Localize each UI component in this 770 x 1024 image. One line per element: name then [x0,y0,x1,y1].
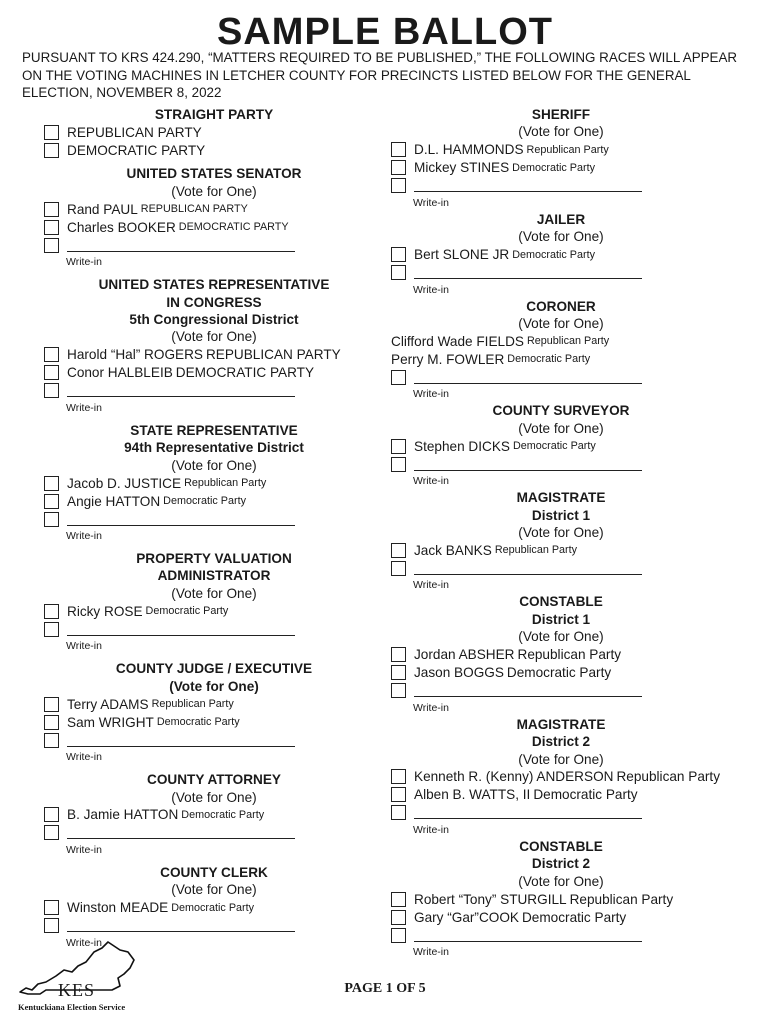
vote-instruction: (Vote for One) [171,585,257,601]
writein-line[interactable] [414,266,642,279]
candidate-party: Republican Party [526,143,609,156]
race-header: COUNTY SURVEYOR [492,403,630,419]
candidate-name: Gary “Gar”COOK [414,909,519,925]
candidate-party: Republican Party [494,544,578,557]
checkbox[interactable] [44,476,59,491]
race-county-judge [44,660,384,765]
writein-line[interactable] [414,371,642,384]
race-header: IN CONGRESS [166,294,262,310]
candidate-row[interactable] [391,159,731,177]
writein-label: Write-in [66,751,102,764]
candidate-name: Jason BOGGS [414,665,504,681]
candidate-party: Democratic Party [512,440,596,453]
checkbox[interactable] [44,697,59,712]
race-us-senator [44,165,384,270]
writein-row[interactable] [44,620,384,638]
writein-line[interactable] [67,734,295,747]
race-state-representative [44,422,384,544]
candidate-name: Harold “Hal” ROGERS [67,347,203,363]
writein-row[interactable] [391,177,731,195]
writein-label: Write-in [413,196,449,209]
candidate-name: Robert “Tony” STURGILL [414,891,567,907]
race-header: ADMINISTRATOR [157,568,271,584]
candidate-party: Republican Party [151,698,234,711]
writein-label: Write-in [413,946,449,959]
race-county-attorney [44,771,384,858]
candidate-row[interactable] [44,899,384,917]
checkbox[interactable] [44,365,59,380]
candidate-row[interactable] [391,768,731,786]
candidate-row[interactable] [391,786,731,804]
writein-label: Write-in [413,823,449,836]
writein-row[interactable] [44,236,384,254]
writein-label: Write-in [413,388,449,401]
candidate-name: Rand PAUL [67,201,138,217]
candidate-row[interactable] [44,218,384,236]
checkbox[interactable] [391,370,406,385]
candidate-name: Sam WRIGHT [67,714,154,730]
writein-row[interactable] [391,682,731,700]
race-header: SHERIFF [531,107,591,122]
candidate-name: Ricky ROSE [67,603,143,619]
candidate-party: Democratic Party [507,353,591,366]
writein-line[interactable] [414,929,642,942]
candidate-name: Stephen DICKS [414,438,510,454]
candidate-name: Jacob D. JUSTICE [67,475,182,491]
candidate-name: B. Jamie HATTON [67,807,179,823]
writein-label: Write-in [413,283,449,296]
candidate-party: Democratic Party [181,808,265,821]
candidate-row[interactable] [391,332,731,350]
checkbox[interactable] [391,647,406,662]
checkbox[interactable] [44,918,59,933]
candidate-row[interactable] [44,200,384,218]
candidate-row[interactable] [391,890,731,908]
kes-logo [16,940,146,1014]
candidate-row[interactable] [44,364,384,382]
checkbox[interactable] [44,733,59,748]
vote-instruction: (Vote for One) [171,457,257,473]
writein-label: Write-in [413,579,449,592]
candidate-row[interactable] [44,602,384,620]
candidate-party: Democratic Party [171,901,255,914]
intro-text: PURSUANT TO KRS 424.290, “MATTERS REQUIRED TO BE PUBLISHED,” THE FOLLOWING RACES WILL APPEAR ON THE VOTING MACHINES IN LETCHER COUNTY FOR PRECINCTS LISTED BELOW FOR THE GENERAL ELECTION, NOVEMBER 8, 2022 [22,50,738,100]
race-county-surveyor [391,402,731,489]
candidate-name: Mickey STINES [414,160,510,176]
race-header: COUNTY CLERK [160,864,268,880]
writein-row[interactable] [391,804,731,822]
vote-instruction: (Vote for One) [171,329,257,345]
checkbox[interactable] [391,892,406,907]
candidate-row[interactable] [391,141,731,159]
writein-label: Write-in [66,640,102,653]
race-constable-2 [391,838,731,960]
right-column [391,106,731,960]
writein-label: Write-in [66,256,102,269]
checkbox[interactable] [44,900,59,915]
writein-line[interactable] [414,179,642,192]
candidate-name: Winston MEADE [67,900,169,916]
candidate-row[interactable] [391,541,731,559]
checkbox[interactable] [391,928,406,943]
race-pva [44,550,384,654]
candidate-party: Republican Party [517,647,622,663]
writein-line[interactable] [67,826,295,839]
candidate-name: Clifford Wade FIELDS [391,333,524,349]
writein-label: Write-in [66,530,102,543]
candidate-name: Bert SLONE JR [414,247,510,263]
race-header: COUNTY JUDGE / EXECUTIVE [115,661,313,677]
writein-row[interactable] [44,917,384,935]
race-header: COUNTY ATTORNEY [147,772,281,788]
logo-service-text: Kentuckiana Election Service [18,1002,126,1012]
race-straight-party [44,106,384,159]
candidate-party: Democratic Party [156,716,240,729]
candidate-party: Republican Party [569,891,674,907]
writein-label: Write-in [66,401,102,414]
checkbox[interactable] [44,202,59,217]
candidate-party: Democratic Party [512,161,595,174]
candidate-name: Jordan ABSHER [414,647,515,663]
checkbox[interactable] [391,247,406,262]
left-column [44,106,384,951]
checkbox[interactable] [44,143,59,158]
checkbox[interactable] [44,125,59,140]
writein-line[interactable] [414,684,642,697]
candidate-row[interactable] [391,908,731,926]
vote-instruction: (Vote for One) [518,124,604,140]
writein-label: Write-in [413,701,449,714]
vote-instruction: (Vote for One) [518,873,604,889]
checkbox[interactable] [44,825,59,840]
writein-line[interactable] [414,458,642,471]
candidate-party: REPUBLICAN PARTY [140,203,248,216]
race-header: JAILER [536,211,586,227]
vote-instruction: (Vote for One) [169,678,259,694]
vote-instruction: (Vote for One) [518,420,604,436]
checkbox[interactable] [391,561,406,576]
writein-label: Write-in [66,843,102,856]
race-district: 94th Representative District [124,440,304,456]
candidate-name: D.L. HAMMONDS [414,142,524,158]
race-constable-1 [391,593,731,715]
candidate-party: Republican Party [526,335,610,348]
writein-line[interactable] [67,239,295,252]
checkbox[interactable] [391,665,406,680]
vote-instruction: (Vote for One) [518,525,604,541]
checkbox[interactable] [44,807,59,822]
candidate-row[interactable] [391,246,731,264]
checkbox[interactable] [391,769,406,784]
option-label: REPUBLICAN PARTY [67,124,202,140]
candidate-row[interactable] [44,695,384,713]
candidate-name: Conor HALBLEIB [67,365,173,381]
race-county-clerk [44,864,384,951]
race-header: UNITED STATES REPRESENTATIVE [98,277,330,293]
vote-instruction: (Vote for One) [518,751,604,767]
candidate-row[interactable] [44,474,384,492]
checkbox[interactable] [44,238,59,253]
candidate-name: Terry ADAMS [67,696,149,712]
race-district: District 2 [531,856,591,872]
writein-label: Write-in [66,936,102,949]
checkbox[interactable] [391,142,406,157]
option-label: DEMOCRATIC PARTY [67,142,206,158]
race-district: District 2 [531,734,591,750]
candidate-row[interactable] [391,646,731,664]
writein-line[interactable] [414,806,642,819]
page-number: PAGE 1 OF 5 [344,981,426,996]
checkbox[interactable] [391,683,406,698]
race-header: UNITED STATES SENATOR [126,166,302,182]
checkbox[interactable] [391,910,406,925]
race-header: STRAIGHT PARTY [154,107,274,122]
writein-line[interactable] [67,384,295,397]
checkbox[interactable] [44,604,59,619]
candidate-row[interactable] [44,492,384,510]
checkbox[interactable] [391,439,406,454]
checkbox[interactable] [44,715,59,730]
checkbox[interactable] [44,220,59,235]
race-district: 5th Congressional District [129,312,299,328]
ballot-title: SAMPLE BALLOT [217,11,553,53]
candidate-party: Democratic Party [533,787,638,803]
checkbox[interactable] [391,178,406,193]
checkbox[interactable] [44,494,59,509]
candidate-party: DEMOCRATIC PARTY [178,221,289,234]
vote-instruction: (Vote for One) [171,882,257,898]
vote-instruction: (Vote for One) [171,789,257,805]
race-header: CORONER [526,298,596,314]
checkbox[interactable] [391,787,406,802]
writein-line[interactable] [67,623,295,636]
candidate-name: Perry M. FOWLER [391,351,505,367]
candidate-party: Republican Party [184,477,267,490]
option-row[interactable] [44,141,384,159]
race-us-representative [44,276,384,416]
race-district: District 1 [531,507,591,523]
race-magistrate-1 [391,489,731,593]
writein-row[interactable] [44,510,384,528]
candidate-row[interactable] [44,713,384,731]
race-header: PROPERTY VALUATION [136,551,292,567]
candidate-name: Angie HATTON [67,493,161,509]
vote-instruction: (Vote for One) [518,316,604,332]
checkbox[interactable] [44,383,59,398]
candidate-row[interactable] [391,350,731,368]
candidate-party: REPUBLICAN PARTY [205,347,341,363]
checkbox[interactable] [391,457,406,472]
option-row[interactable] [44,123,384,141]
candidate-name: Charles BOOKER [67,219,176,235]
writein-row[interactable] [44,382,384,400]
race-header: MAGISTRATE [516,716,606,732]
checkbox[interactable] [44,347,59,362]
candidate-name: Alben B. WATTS, II [414,787,531,803]
checkbox[interactable] [44,622,59,637]
candidate-row[interactable] [391,664,731,682]
race-jailer [391,211,731,298]
candidate-party: Democratic Party [521,909,627,925]
checkbox[interactable] [391,265,406,280]
candidate-party: Democratic Party [506,665,612,681]
candidate-row[interactable] [391,437,731,455]
writein-line[interactable] [67,513,295,526]
race-header: CONSTABLE [519,838,603,854]
race-district: District 1 [531,611,591,627]
writein-row[interactable] [44,824,384,842]
writein-line[interactable] [67,919,295,932]
writein-row[interactable] [391,455,731,473]
checkbox[interactable] [391,160,406,175]
candidate-party: DEMOCRATIC PARTY [175,365,315,381]
logo-kes-text: KES [58,980,96,1000]
vote-instruction: (Vote for One) [518,629,604,645]
candidate-row[interactable] [44,806,384,824]
candidate-party: Republican Party [616,769,720,785]
candidate-party: Democratic Party [163,495,246,508]
vote-instruction: (Vote for One) [171,183,257,199]
candidate-name: Kenneth R. (Kenny) ANDERSON [414,769,614,785]
writein-row[interactable] [391,368,731,386]
checkbox[interactable] [391,805,406,820]
writein-line[interactable] [414,562,642,575]
race-sheriff [391,106,731,211]
race-header: MAGISTRATE [516,490,606,506]
checkbox[interactable] [44,512,59,527]
writein-row[interactable] [391,559,731,577]
candidate-row[interactable] [44,346,384,364]
race-header: STATE REPRESENTATIVE [130,422,298,438]
candidate-name: Jack BANKS [414,542,492,558]
checkbox[interactable] [391,543,406,558]
race-magistrate-2 [391,716,731,838]
candidate-party: Democratic Party [145,605,229,618]
writein-row[interactable] [44,731,384,749]
vote-instruction: (Vote for One) [518,229,604,245]
race-header: CONSTABLE [519,594,603,610]
race-coroner [391,298,731,403]
writein-label: Write-in [413,475,449,488]
writein-row[interactable] [391,926,731,944]
candidate-party: Democratic Party [512,248,595,261]
writein-row[interactable] [391,264,731,282]
